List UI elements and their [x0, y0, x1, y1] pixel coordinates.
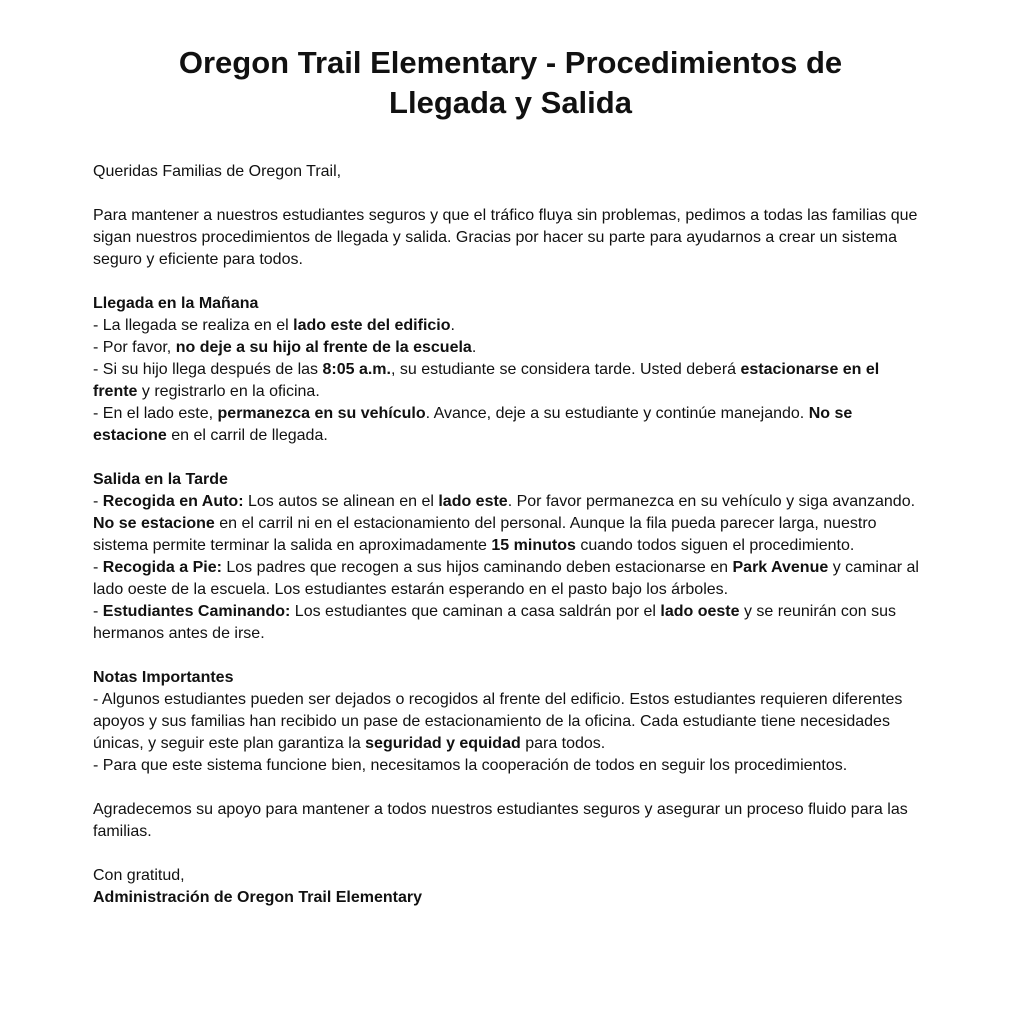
car-pickup-dash: -: [93, 493, 103, 510]
morning-item-2-bold: no deje a su hijo al frente de la escuela: [175, 339, 472, 356]
signature: Administración de Oregon Trail Elementary: [93, 889, 422, 906]
car-pickup-text-2: . Por favor permanezca en su vehículo y siga avanzando.: [507, 493, 916, 510]
walk-pickup-text-1: Los padres que recogen a sus hijos caminando deben estacionarse en: [221, 559, 733, 576]
car-pickup-text-4: cuando todos siguen el procedimiento.: [575, 537, 855, 554]
car-pickup-label: Recogida en Auto:: [102, 493, 244, 510]
morning-item-1-end: .: [450, 317, 455, 334]
morning-arrival-section: [93, 293, 928, 447]
morning-item-3-text: - Si su hijo llega después de las: [93, 361, 323, 378]
notes-item-2: [93, 755, 928, 777]
afternoon-item-walkers: [93, 601, 928, 645]
morning-item-3-text-2: , su estudiante se considera tarde. Usted deberá: [390, 361, 741, 378]
walkers-text-2: y se reunirán con sus hermanos antes de irse.: [93, 603, 897, 642]
notes-item-2-text: - Para que este sistema funcione bien, necesitamos la cooperación de todos en seguir los procedimientos.: [93, 757, 848, 774]
walk-pickup-dash: -: [93, 559, 103, 576]
notes-item-1-end: para todos.: [520, 735, 606, 752]
morning-item-3-bold: estacionarse en el frente: [93, 361, 880, 400]
morning-item-4-bold-2: No se estacione: [93, 405, 853, 444]
morning-item-2-end: .: [471, 339, 477, 356]
walk-pickup-bold-1: Park Avenue: [732, 559, 829, 576]
morning-item-3-end: y registrarlo en la oficina.: [137, 383, 320, 400]
car-pickup-bold-2: No se estacione: [93, 515, 215, 532]
walkers-bold-1: lado oeste: [660, 603, 740, 620]
afternoon-item-walk-pickup: [93, 557, 928, 601]
morning-item-4-text-2: . Avance, deje a su estudiante y continúe manejando.: [425, 405, 809, 422]
morning-arrival-heading: Llegada en la Mañana: [93, 295, 259, 312]
morning-item-3: [93, 359, 928, 403]
notes-item-1-text: - Algunos estudiantes pueden ser dejados o recogidos al frente del edificio. Estos estudiantes requieren diferentes apoyos y sus familias han recibido un pase de estacionamiento de la oficina. Cada estudiante tiene necesidades únicas, y seguir este plan garantiza la: [93, 691, 903, 752]
page-title: Oregon Trail Elementary - Procedimientos de Llegada y Salida: [178, 45, 843, 120]
important-notes-heading: Notas Importantes: [93, 669, 234, 686]
morning-item-4-text: - En el lado este,: [93, 405, 218, 422]
afternoon-dismissal-section: [93, 469, 928, 645]
morning-item-1-bold: lado este del edificio: [293, 317, 451, 334]
morning-item-3-time: 8:05 a.m.: [322, 361, 391, 378]
car-pickup-bold-1: lado este: [438, 493, 508, 510]
afternoon-dismissal-heading: Salida en la Tarde: [93, 471, 228, 488]
important-notes-section: [93, 667, 928, 777]
morning-item-1: [93, 315, 928, 337]
intro-paragraph: Para mantener a nuestros estudiantes seguros y que el tráfico fluya sin problemas, pedimos a todas las familias que sigan nuestros procedimientos de llegada y salida. Gracias por hacer su parte para ayudarnos a crear un sistema seguro y eficiente para todos.: [93, 207, 918, 268]
morning-item-4-end: en el carril de llegada.: [166, 427, 328, 444]
car-pickup-text-3: en el carril ni en el estacionamiento del personal. Aunque la fila pueda parecer larga, nuestro sistema permite terminar la salida en aproximadamente: [93, 515, 877, 554]
walkers-label: Estudiantes Caminando:: [102, 603, 291, 620]
closing-line: Con gratitud,: [93, 867, 185, 884]
notes-item-1: [93, 689, 928, 755]
car-pickup-bold-3: 15 minutos: [491, 537, 576, 554]
afternoon-item-car-pickup: [93, 491, 928, 557]
walk-pickup-text-2: y caminar al lado oeste de la escuela. Los estudiantes estarán esperando en el pasto bajo los árboles.: [93, 559, 919, 598]
walkers-text-1: Los estudiantes que caminan a casa saldrán por el: [290, 603, 661, 620]
morning-item-2-text: - Por favor,: [93, 339, 176, 356]
walkers-dash: -: [93, 603, 103, 620]
car-pickup-text-1: Los autos se alinean en el: [243, 493, 439, 510]
morning-item-4-bold: permanezca en su vehículo: [217, 405, 426, 422]
morning-item-1-text: - La llegada se realiza en el: [93, 317, 294, 334]
thanks-paragraph: Agradecemos su apoyo para mantener a todos nuestros estudiantes seguros y asegurar un proceso fluido para las familias.: [93, 801, 908, 840]
morning-item-4: [93, 403, 928, 447]
salutation: Queridas Familias de Oregon Trail,: [93, 163, 342, 180]
morning-item-2: [93, 337, 928, 359]
walk-pickup-label: Recogida a Pie:: [102, 559, 222, 576]
notes-item-1-bold: seguridad y equidad: [365, 735, 521, 752]
